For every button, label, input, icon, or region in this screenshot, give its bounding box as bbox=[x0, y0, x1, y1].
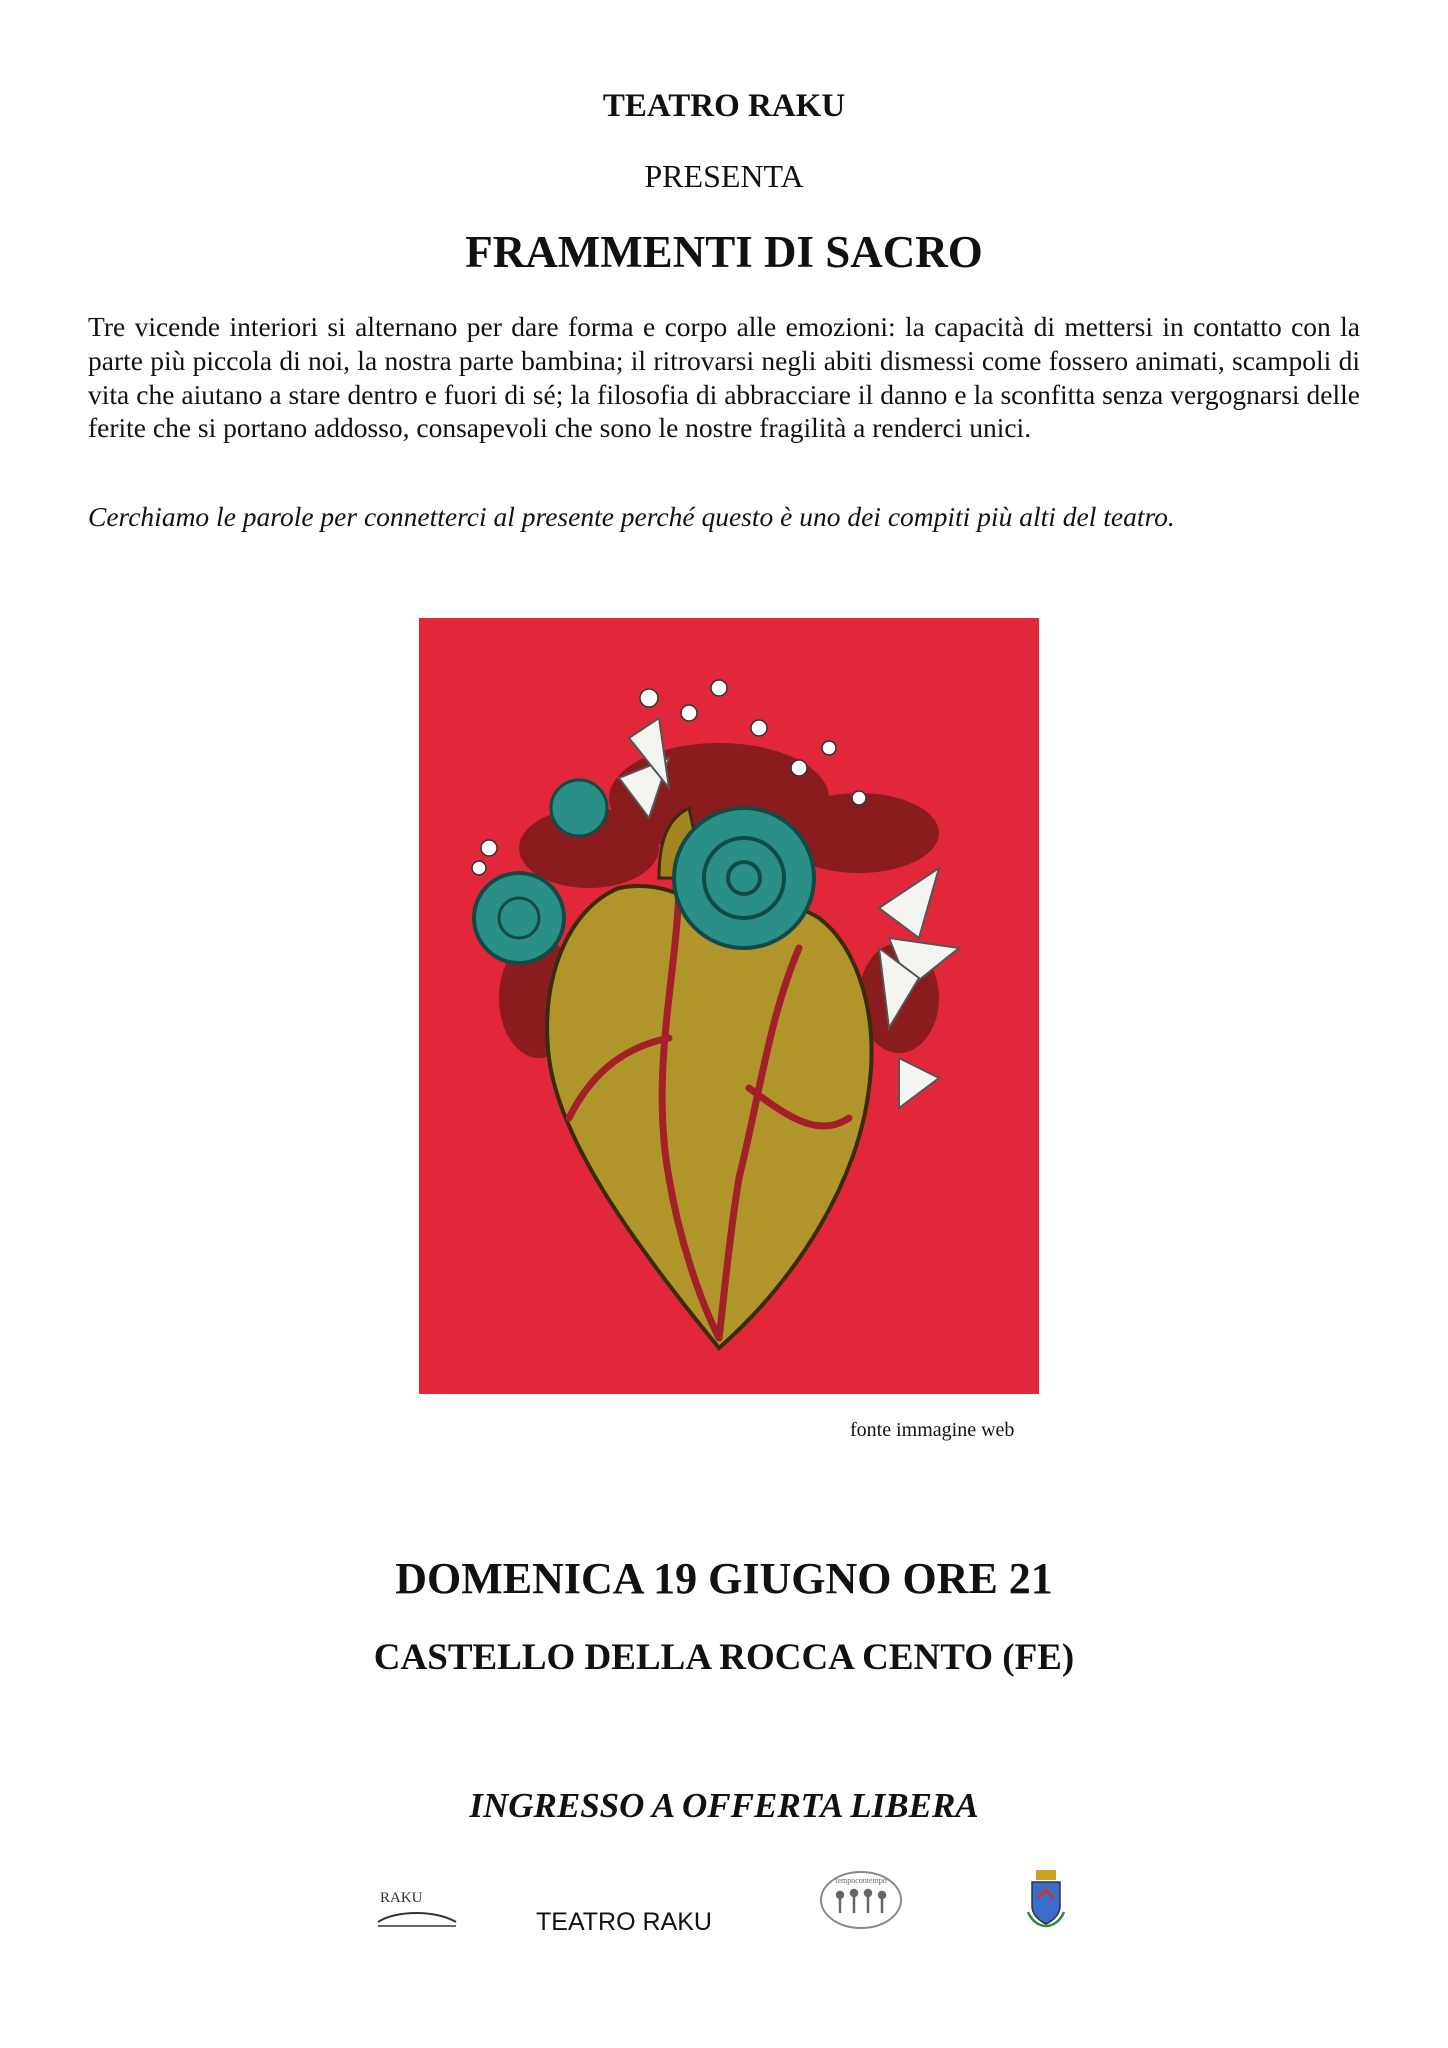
tempocontempo-logo-icon bbox=[818, 1869, 904, 1931]
image-credit: fonte immagine web bbox=[850, 1419, 1015, 1441]
raku-logo bbox=[376, 1882, 458, 1928]
tempocontempo-logo-text: tempocontempo bbox=[835, 1876, 887, 1885]
raku-logo-icon bbox=[376, 1882, 458, 1928]
organizer-heading: TEATRO RAKU bbox=[602, 88, 846, 124]
tempocontempo-logo bbox=[818, 1869, 904, 1931]
footer-organizer: TEATRO RAKU bbox=[536, 1908, 712, 1936]
heart-flowers-illustration bbox=[419, 618, 1039, 1394]
entry-info: INGRESSO A OFFERTA LIBERA bbox=[469, 1786, 979, 1825]
crest-icon bbox=[1026, 1868, 1066, 1928]
raku-logo-text: RAKU bbox=[380, 1890, 423, 1906]
presents-label: PRESENTA bbox=[644, 158, 804, 194]
show-description: Tre vicende interiori si alternano per dare forma e corpo alle emozioni: la capacità di mettersi in contatto con la parte più piccola di noi, la nostra parte bambina; il ritrovarsi negli abiti dismessi come fossero animati, scampoli di vita che aiutano a stare dentro e fuori di sé; la filosofia di abbracciare il danno e la sconfitta senza vergognarsi delle ferite che si portano addosso, consapevoli che sono le nostre fragilità a renderci unici. bbox=[88, 311, 1360, 444]
event-venue: CASTELLO DELLA ROCCA CENTO (FE) bbox=[373, 1637, 1075, 1678]
event-date: DOMENICA 19 GIUGNO ORE 21 bbox=[395, 1554, 1053, 1603]
show-quote: Cerchiamo le parole per connetterci al presente perché questo è uno dei compiti più alti del teatro. bbox=[88, 501, 1175, 532]
show-title: FRAMMENTI DI SACRO bbox=[465, 227, 983, 277]
rose-center bbox=[674, 808, 814, 948]
municipal-crest bbox=[1026, 1868, 1066, 1928]
rose-left bbox=[474, 873, 564, 963]
poster-image bbox=[419, 618, 1039, 1394]
